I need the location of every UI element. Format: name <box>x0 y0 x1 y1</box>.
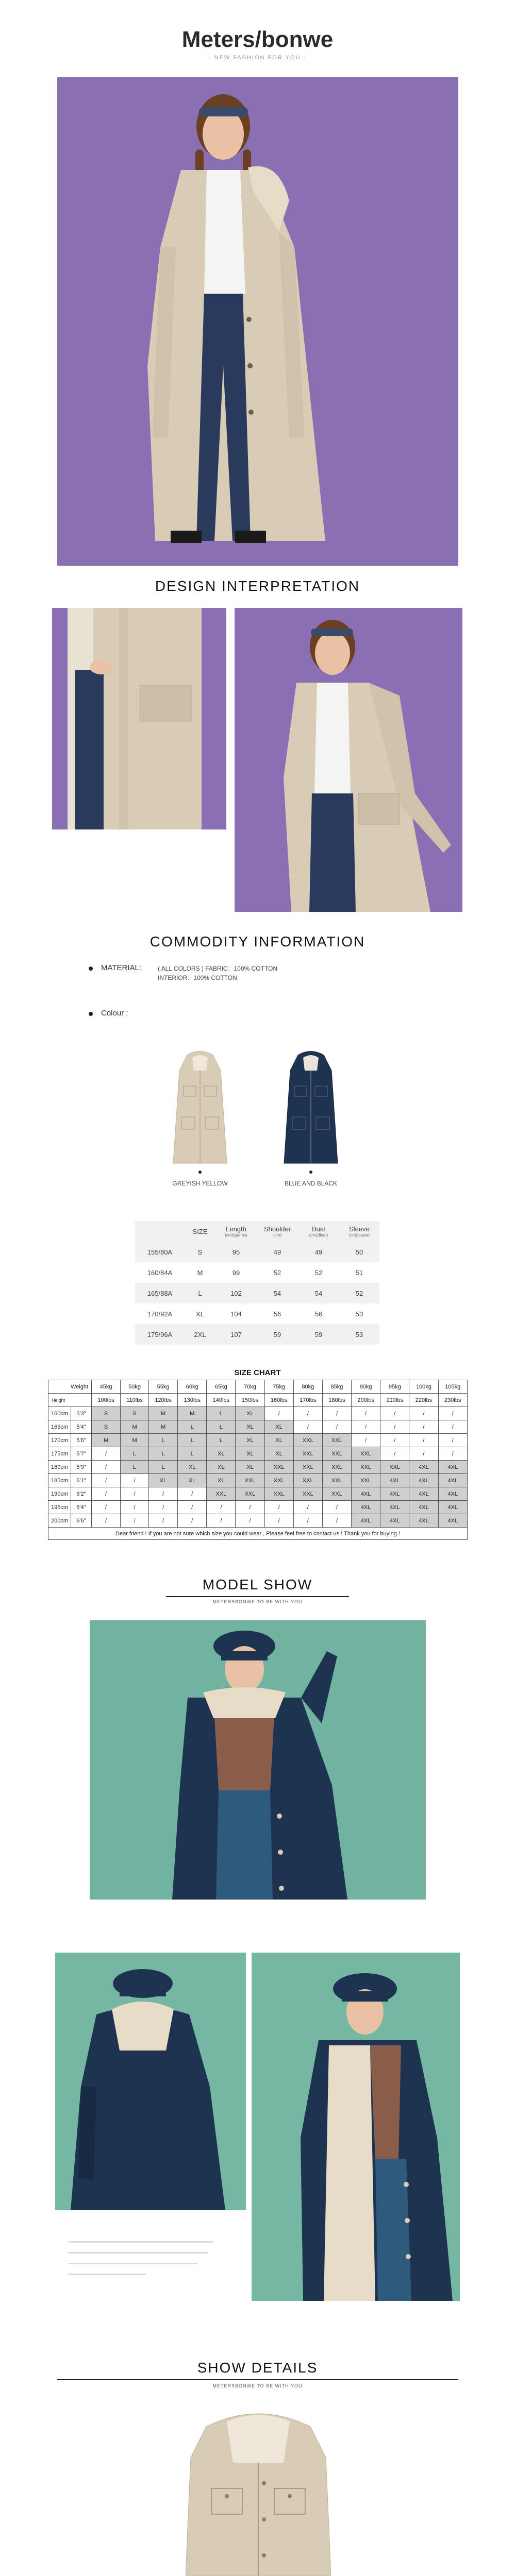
show-details-rule <box>57 2379 458 2380</box>
size-chart-cell: / <box>236 1501 264 1514</box>
size-chart-weight-lbs: 130lbs <box>178 1394 207 1407</box>
size-chart-cell: 4XL <box>352 1514 380 1528</box>
size-chart-cell: XL <box>148 1474 177 1487</box>
size-chart-cell: / <box>322 1407 351 1420</box>
size-table-row <box>135 1324 379 1345</box>
size-chart-cell: 4XL <box>380 1474 409 1487</box>
size-chart-height-ft: 6'1" <box>71 1474 92 1487</box>
section-title-model-show: MODEL SHOW <box>202 1577 313 1592</box>
size-chart-cell: L <box>178 1434 207 1447</box>
size-chart-height-cm: 200cm <box>48 1514 71 1528</box>
model-show-subtitle: METERSBONWE TO BE WITH YOU <box>212 1599 303 1604</box>
size-table-cell: 52 <box>257 1262 298 1283</box>
size-chart-row <box>48 1461 468 1474</box>
size-chart-cell: 4XL <box>352 1487 380 1501</box>
size-table-cell: 170/92A <box>135 1303 185 1324</box>
size-table-cell: 99 <box>215 1262 257 1283</box>
size-chart-cell: 4XL <box>438 1474 467 1487</box>
size-chart-cell: 4XL <box>409 1487 438 1501</box>
size-chart-weight-lbs: 180lbs <box>322 1394 351 1407</box>
size-chart-cell: XL <box>236 1447 264 1461</box>
size-table-cell: 56 <box>298 1303 339 1324</box>
size-table-header-sleeve: Sleeve (cm)(spuw) <box>339 1221 379 1242</box>
size-chart-cell: 4XL <box>380 1514 409 1528</box>
brand-name-right: bonwe <box>261 27 334 52</box>
size-chart-cell: 4XL <box>438 1461 467 1474</box>
size-chart-weight-lbs: 150lbs <box>236 1394 264 1407</box>
caption-line <box>69 2263 197 2264</box>
size-chart-cell: XL <box>207 1474 236 1487</box>
size-table-row <box>135 1303 379 1324</box>
size-chart-row <box>48 1447 468 1461</box>
size-chart-cell: L <box>178 1447 207 1461</box>
size-chart-cell: / <box>293 1501 322 1514</box>
size-chart-cell: XL <box>178 1474 207 1487</box>
design-photo-left <box>52 608 226 829</box>
size-chart-height-cm: 190cm <box>48 1487 71 1501</box>
size-chart-cell: / <box>293 1420 322 1434</box>
size-chart-cell: L <box>178 1420 207 1434</box>
size-chart-cell: / <box>352 1407 380 1420</box>
size-table-cell: 104 <box>215 1303 257 1324</box>
size-chart-cell: / <box>380 1434 409 1447</box>
coat-navy-icon <box>280 1050 342 1168</box>
size-chart-cell: 4XL <box>438 1487 467 1501</box>
size-chart-cell: XXL <box>293 1434 322 1447</box>
size-chart-cell: / <box>438 1420 467 1434</box>
model-show-photo-side <box>252 1953 460 2301</box>
size-chart-cell: XXL <box>380 1461 409 1474</box>
size-chart-lbs-row <box>48 1394 468 1407</box>
colour-option-greyish-yellow[interactable] <box>169 1050 231 1168</box>
size-chart-cell: S <box>92 1420 121 1434</box>
size-chart-cell: L <box>207 1407 236 1420</box>
size-chart-cell: / <box>322 1420 351 1434</box>
size-chart-title: SIZE CHART <box>234 1368 281 1377</box>
size-chart-cell: / <box>380 1447 409 1461</box>
size-table-cell: 165/88A <box>135 1283 185 1303</box>
colour-dot-greyish-yellow <box>198 1171 202 1174</box>
size-chart-cell: S <box>92 1407 121 1420</box>
size-chart-weight-kg: 80kg <box>293 1380 322 1394</box>
size-chart-cell: XXL <box>293 1461 322 1474</box>
size-chart-cell: / <box>148 1514 177 1528</box>
size-chart-weight-kg: 85kg <box>322 1380 351 1394</box>
size-chart-height-cm: 160cm <box>48 1407 71 1420</box>
size-table-cell: M <box>185 1262 215 1283</box>
model-show-main-illustration <box>90 1620 426 1900</box>
size-table-header-bust: Bust (cm)(fleet) <box>298 1221 339 1242</box>
size-chart-cell: L <box>148 1461 177 1474</box>
model-show-photo-main <box>90 1620 426 1900</box>
size-table-cell: 54 <box>298 1283 339 1303</box>
size-chart-cell: 4XL <box>438 1514 467 1528</box>
size-chart-cell: XL <box>236 1420 264 1434</box>
size-chart-cell: XXL <box>322 1461 351 1474</box>
size-chart-weight-kg: 105kg <box>438 1380 467 1394</box>
size-chart-cell: XL <box>207 1461 236 1474</box>
size-chart-height-ft: 5'6" <box>71 1434 92 1447</box>
size-chart-cell: XXL <box>236 1474 264 1487</box>
size-chart-weight-lbs: 110lbs <box>121 1394 149 1407</box>
size-chart-cell: / <box>92 1514 121 1528</box>
size-chart-cell: / <box>409 1407 438 1420</box>
size-chart-cell: 4XL <box>409 1514 438 1528</box>
size-table-cell: L <box>185 1283 215 1303</box>
size-chart-cell: XXL <box>322 1474 351 1487</box>
size-chart-cell: XXL <box>322 1434 351 1447</box>
size-chart-cell: XL <box>236 1461 264 1474</box>
size-chart-row <box>48 1474 468 1487</box>
size-chart-table <box>48 1380 468 1540</box>
size-table-cell: 175/96A <box>135 1324 185 1345</box>
size-chart-cell: M <box>178 1407 207 1420</box>
size-chart-height-ft: 6'4" <box>71 1501 92 1514</box>
size-chart-cell: / <box>352 1420 380 1434</box>
caption-line <box>69 2241 213 2243</box>
size-chart-cell: M <box>148 1407 177 1420</box>
size-chart-cell: M <box>121 1434 149 1447</box>
size-chart-weight-lbs: 160lbs <box>264 1394 293 1407</box>
size-chart-cell: / <box>409 1434 438 1447</box>
size-table-cell: 53 <box>339 1303 379 1324</box>
size-chart-cell: XXL <box>293 1474 322 1487</box>
size-chart-height-cm: 180cm <box>48 1461 71 1474</box>
material-interior: INTERIOR：100% COTTON <box>158 974 237 981</box>
size-chart-cell: XL <box>236 1434 264 1447</box>
size-chart-weight-kg: 95kg <box>380 1380 409 1394</box>
size-table-cell: 59 <box>298 1324 339 1345</box>
size-chart-weight-kg: 90kg <box>352 1380 380 1394</box>
material-fabric: ( ALL COLORS ) FABRIC：100% COTTON <box>158 965 278 972</box>
size-chart-cell: XXL <box>352 1474 380 1487</box>
size-chart-cell: XXL <box>352 1447 380 1461</box>
brand-logo <box>0 27 515 53</box>
size-chart-cell: / <box>322 1514 351 1528</box>
size-table-cell: 95 <box>215 1242 257 1262</box>
size-table-cell: 52 <box>339 1283 379 1303</box>
size-chart-cell: / <box>178 1501 207 1514</box>
size-table-cell: 102 <box>215 1283 257 1303</box>
size-chart-cell: / <box>293 1407 322 1420</box>
size-chart-weight-lbs: 200lbs <box>352 1394 380 1407</box>
size-chart-height-cm: 185cm <box>48 1474 71 1487</box>
size-chart-cell: M <box>148 1420 177 1434</box>
size-chart-cell: / <box>322 1501 351 1514</box>
size-chart-cell: / <box>352 1434 380 1447</box>
size-chart-weight-lbs: 230lbs <box>438 1394 467 1407</box>
colour-bullet <box>89 1012 93 1016</box>
size-chart-cell: L <box>121 1447 149 1461</box>
size-chart-weight-lbs: 100lbs <box>92 1394 121 1407</box>
size-table-cell: 107 <box>215 1324 257 1345</box>
size-table-cell: 53 <box>339 1324 379 1345</box>
section-title-design: DESIGN INTERPRETATION <box>155 578 360 594</box>
size-chart-weight-kg: 55kg <box>148 1380 177 1394</box>
caption-line <box>69 2252 208 2253</box>
size-chart-weight-kg: 70kg <box>236 1380 264 1394</box>
size-chart-weight-lbs: 140lbs <box>207 1394 236 1407</box>
size-chart-cell: XL <box>264 1434 293 1447</box>
size-chart-cell: XXL <box>293 1447 322 1461</box>
size-chart-cell: L <box>207 1434 236 1447</box>
size-chart-height-label: Height <box>48 1394 92 1407</box>
size-chart-height-cm: 175cm <box>48 1447 71 1461</box>
hero-photo <box>57 77 458 566</box>
size-chart-height-cm: 170cm <box>48 1434 71 1447</box>
size-chart-height-cm: 195cm <box>48 1501 71 1514</box>
size-chart-cell: S <box>121 1407 149 1420</box>
size-chart-row <box>48 1407 468 1420</box>
hero-model-illustration <box>57 77 458 566</box>
size-table-row <box>135 1262 379 1283</box>
size-chart-cell: / <box>380 1407 409 1420</box>
brand-tagline: - NEW FASHION FOR YOU - <box>208 55 307 61</box>
size-table-cell: S <box>185 1242 215 1262</box>
size-table-cell: 54 <box>257 1283 298 1303</box>
size-chart-cell: / <box>92 1474 121 1487</box>
size-table-header-row <box>135 1221 379 1242</box>
size-chart-weight-kg: 100kg <box>409 1380 438 1394</box>
size-table-cell: 59 <box>257 1324 298 1345</box>
material-label: MATERIAL: <box>101 963 142 972</box>
size-chart-height-ft: 5'9" <box>71 1461 92 1474</box>
size-chart-cell: / <box>438 1434 467 1447</box>
size-chart-height-cm: 165cm <box>48 1420 71 1434</box>
size-chart-cell: / <box>264 1501 293 1514</box>
size-chart-cell: XL <box>178 1461 207 1474</box>
size-chart-cell: M <box>92 1434 121 1447</box>
size-chart-cell: / <box>236 1514 264 1528</box>
size-chart-cell: XXL <box>352 1461 380 1474</box>
size-chart-weight-lbs: 220lbs <box>409 1394 438 1407</box>
size-chart-kg-row <box>48 1380 468 1394</box>
size-chart-weight-kg: 60kg <box>178 1380 207 1394</box>
size-chart-cell: XL <box>236 1407 264 1420</box>
size-chart-cell: XXL <box>207 1487 236 1501</box>
coat-beige-icon <box>169 1050 231 1168</box>
design-photo-right <box>235 608 462 912</box>
size-chart-row <box>48 1501 468 1514</box>
size-chart-cell: XL <box>264 1447 293 1461</box>
coat-detail-illustration <box>186 2406 331 2576</box>
material-bullet <box>89 967 93 971</box>
colour-dot-blue-and-black <box>309 1171 312 1174</box>
size-chart-cell: 4XL <box>409 1474 438 1487</box>
size-chart-cell: L <box>148 1447 177 1461</box>
size-chart-weight-label: Weight <box>48 1380 92 1394</box>
size-chart-row <box>48 1487 468 1501</box>
size-chart-note-row <box>48 1528 468 1540</box>
size-chart-weight-lbs: 170lbs <box>293 1394 322 1407</box>
size-chart-height-ft: 5'7" <box>71 1447 92 1461</box>
size-chart-cell: M <box>121 1420 149 1434</box>
size-table-cell: 49 <box>257 1242 298 1262</box>
size-chart-weight-kg: 65kg <box>207 1380 236 1394</box>
size-chart-cell: XXL <box>236 1487 264 1501</box>
show-details-subtitle: METERSBONWE TO BE WITH YOU <box>212 2383 303 2388</box>
size-chart-height-ft: 6'2" <box>71 1487 92 1501</box>
size-table-cell: 52 <box>298 1262 339 1283</box>
size-chart-weight-kg: 50kg <box>121 1380 149 1394</box>
size-chart-cell: / <box>121 1501 149 1514</box>
size-chart-cell: / <box>438 1447 467 1461</box>
size-chart-cell: / <box>438 1407 467 1420</box>
size-chart-cell: / <box>178 1487 207 1501</box>
size-table-header-blank <box>135 1221 185 1242</box>
size-table-row <box>135 1283 379 1303</box>
size-chart-cell: L <box>207 1420 236 1434</box>
size-chart-cell: / <box>264 1514 293 1528</box>
size-chart-weight-lbs: 210lbs <box>380 1394 409 1407</box>
size-table-cell: 49 <box>298 1242 339 1262</box>
size-chart-cell: / <box>92 1501 121 1514</box>
show-details-photo <box>186 2406 331 2576</box>
size-table-cell: 50 <box>339 1242 379 1262</box>
brand-name-left: Meters <box>181 27 255 52</box>
size-chart-height-ft: 5'3" <box>71 1407 92 1420</box>
size-table-cell: 2XL <box>185 1324 215 1345</box>
size-chart-cell: / <box>207 1514 236 1528</box>
size-chart-row <box>48 1434 468 1447</box>
design-detail-illustration <box>52 608 226 829</box>
model-show-back-illustration <box>55 1953 246 2210</box>
size-chart-cell: XXL <box>264 1461 293 1474</box>
size-table-cell: 155/80A <box>135 1242 185 1262</box>
colour-label: Colour : <box>101 1009 128 1018</box>
size-chart-weight-kg: 75kg <box>264 1380 293 1394</box>
size-chart-cell: 4XL <box>380 1501 409 1514</box>
size-chart-cell: / <box>92 1447 121 1461</box>
size-table-cell: 160/84A <box>135 1262 185 1283</box>
size-chart-cell: XXL <box>264 1487 293 1501</box>
size-chart-cell: XL <box>207 1447 236 1461</box>
model-show-side-illustration <box>252 1953 460 2301</box>
size-chart-note: Dear friend ! If you are not sure which size you could wear , Please feel free to contact us ! Thank you for buying ! <box>48 1528 468 1540</box>
size-chart-cell: / <box>409 1447 438 1461</box>
section-title-show-details: SHOW DETAILS <box>197 2360 318 2376</box>
size-chart-weight-lbs: 120lbs <box>148 1394 177 1407</box>
size-chart-cell: / <box>207 1501 236 1514</box>
size-chart-cell: / <box>121 1474 149 1487</box>
size-chart-cell: 4XL <box>409 1501 438 1514</box>
model-show-caption-placeholder <box>69 2241 213 2284</box>
size-chart-cell: / <box>293 1514 322 1528</box>
size-table-cell: 51 <box>339 1262 379 1283</box>
size-chart-cell: / <box>148 1487 177 1501</box>
caption-line <box>69 2274 146 2275</box>
size-chart-cell: / <box>264 1407 293 1420</box>
size-chart-cell: XXL <box>293 1487 322 1501</box>
size-chart-cell: / <box>92 1487 121 1501</box>
size-chart-cell: 4XL <box>352 1501 380 1514</box>
size-chart-row <box>48 1420 468 1434</box>
size-chart-height-ft: 6'6" <box>71 1514 92 1528</box>
size-chart-cell: L <box>148 1434 177 1447</box>
brand-slash: / <box>255 27 261 52</box>
size-chart-cell: XXL <box>322 1487 351 1501</box>
size-chart-cell: XXL <box>264 1474 293 1487</box>
size-chart-height-ft: 5'4" <box>71 1420 92 1434</box>
size-table-cell: XL <box>185 1303 215 1324</box>
size-chart-cell: / <box>92 1461 121 1474</box>
size-measurement-table <box>135 1221 379 1345</box>
colour-name-greyish-yellow: GREYISH YELLOW <box>172 1180 228 1187</box>
size-chart-cell: / <box>409 1420 438 1434</box>
size-table-row <box>135 1242 379 1262</box>
size-table-cell: 56 <box>257 1303 298 1324</box>
colour-name-blue-and-black: BLUE AND BLACK <box>284 1180 338 1187</box>
size-chart-weight-kg: 45kg <box>92 1380 121 1394</box>
size-chart-cell: XL <box>264 1420 293 1434</box>
size-chart-cell: / <box>380 1420 409 1434</box>
size-chart-cell: XXL <box>322 1447 351 1461</box>
section-title-commodity: COMMODITY INFORMATION <box>149 934 366 950</box>
size-table-header-shoulder: Shoulder (cm) <box>257 1221 298 1242</box>
size-chart-row <box>48 1514 468 1528</box>
size-chart-cell: 4XL <box>438 1501 467 1514</box>
size-chart-cell: / <box>121 1514 149 1528</box>
model-show-rule <box>166 1596 349 1597</box>
size-table-header-length: Length (cm)(grams) <box>215 1221 257 1242</box>
design-model-illustration <box>235 608 462 912</box>
size-chart-cell: / <box>148 1501 177 1514</box>
size-chart-cell: / <box>121 1487 149 1501</box>
size-chart-cell: 4XL <box>380 1487 409 1501</box>
size-chart-cell: / <box>178 1514 207 1528</box>
size-chart-cell: 4XL <box>409 1461 438 1474</box>
colour-option-blue-and-black[interactable] <box>280 1050 342 1168</box>
size-table-header-size: SIZE <box>185 1221 215 1242</box>
size-chart-cell: L <box>121 1461 149 1474</box>
model-show-photo-back <box>55 1953 246 2210</box>
